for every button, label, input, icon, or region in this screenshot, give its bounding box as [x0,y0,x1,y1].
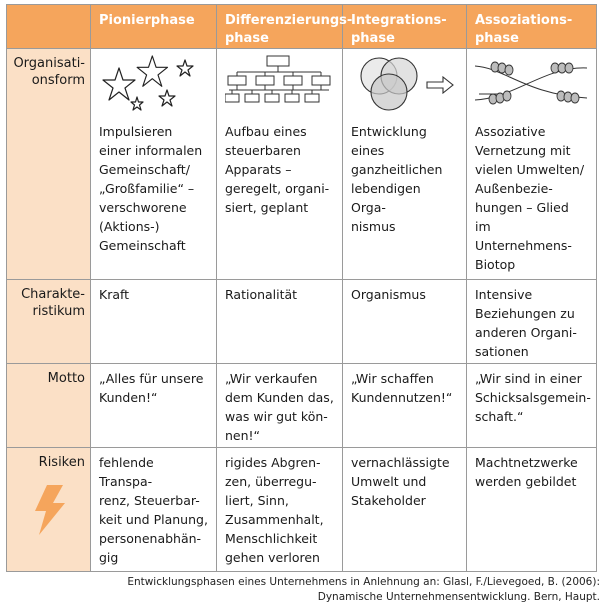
lightning-bolt-icon [33,485,69,535]
cell-risiken-integration: vernachlässigte Umwelt und Stakeholder [343,448,467,572]
phase-table [6,4,597,572]
source-caption: Entwicklungsphasen eines Unternehmens in Anlehnung an: Glasl, F./Lievegoed, B. (2006): Dynamische Unternehmensentwicklung. Bern, Haupt. [127,576,600,603]
cell-motto-assoziation: „Wir sind in einer Schicksalsgemein- schaft.“ [467,364,597,448]
row-motto [7,364,597,448]
cell-motto-integration: „Wir schaffen Kundennutzen!“ [343,364,467,448]
header-pionierphase: Pionierphase [91,5,217,49]
header-integrationsphase: Integrations- phase [343,5,467,49]
row-charakteristikum [7,280,597,364]
cell-risiken-pionier: fehlende Transpa- renz, Steuerbar- keit und Planung, personenabhän- gig [91,448,217,572]
org-chart-icon [225,54,335,114]
rowhead-charakteristikum: Charakte- ristikum [7,280,91,364]
rowhead-organisationsform: Organisati- onsform [7,49,91,280]
cell-motto-pionier: „Alles für unsere Kunden!“ [91,364,217,448]
rowhead-risiken: Risiken [7,448,91,572]
row-risiken [7,448,597,572]
header-assoziationsphase: Assoziations- phase [467,5,597,49]
cell-risiken-differenzierung: rigides Abgren- zen, überregu- liert, Sinn, Zusammenhalt, Menschlichkeit gehen verloren [217,448,343,572]
text-organisationsform-assoziation: Assoziative Vernetzung mit vielen Umwelten/ Außenbezie- hungen – Glied im Unternehmens- Biotop [475,124,585,272]
cell-organisationsform-integration [343,49,467,280]
phase-table-container [6,4,596,572]
rowhead-motto: Motto [7,364,91,448]
overlapping-circles-icon [351,54,459,114]
cell-organisationsform-differenzierung [217,49,343,280]
text-organisationsform-integration: Entwicklung eines ganzheitlichen lebendigen Orga- nismus [351,124,443,234]
cell-risiken-assoziation: Machtnetzwerke werden gebildet [467,448,597,572]
cell-charakteristikum-assoziation: Intensive Beziehungen zu anderen Organi- sationen [467,280,597,364]
header-differenzierungsphase: Differenzierungs- phase [217,5,343,49]
cell-organisationsform-pionier [91,49,217,280]
header-corner [7,5,91,49]
cell-charakteristikum-integration: Organismus [343,280,467,364]
cell-organisationsform-assoziation [467,49,597,280]
network-icon [475,54,589,114]
header-row [7,5,597,49]
cell-motto-differenzierung: „Wir verkaufen dem Kunden das, was wir gut kön- nen!“ [217,364,343,448]
cell-charakteristikum-pionier: Kraft [91,280,217,364]
cell-charakteristikum-differenzierung: Rationalität [217,280,343,364]
text-organisationsform-differenzierung: Aufbau eines steuerbaren Apparats – geregelt, organi- siert, geplant [225,124,330,215]
row-organisationsform [7,49,597,280]
stars-icon [99,54,209,114]
text-organisationsform-pionier: Impulsieren einer informalen Gemeinschaft/ „Großfamilie“ – verschworene (Aktions-) Gemeinschaft [99,124,203,253]
